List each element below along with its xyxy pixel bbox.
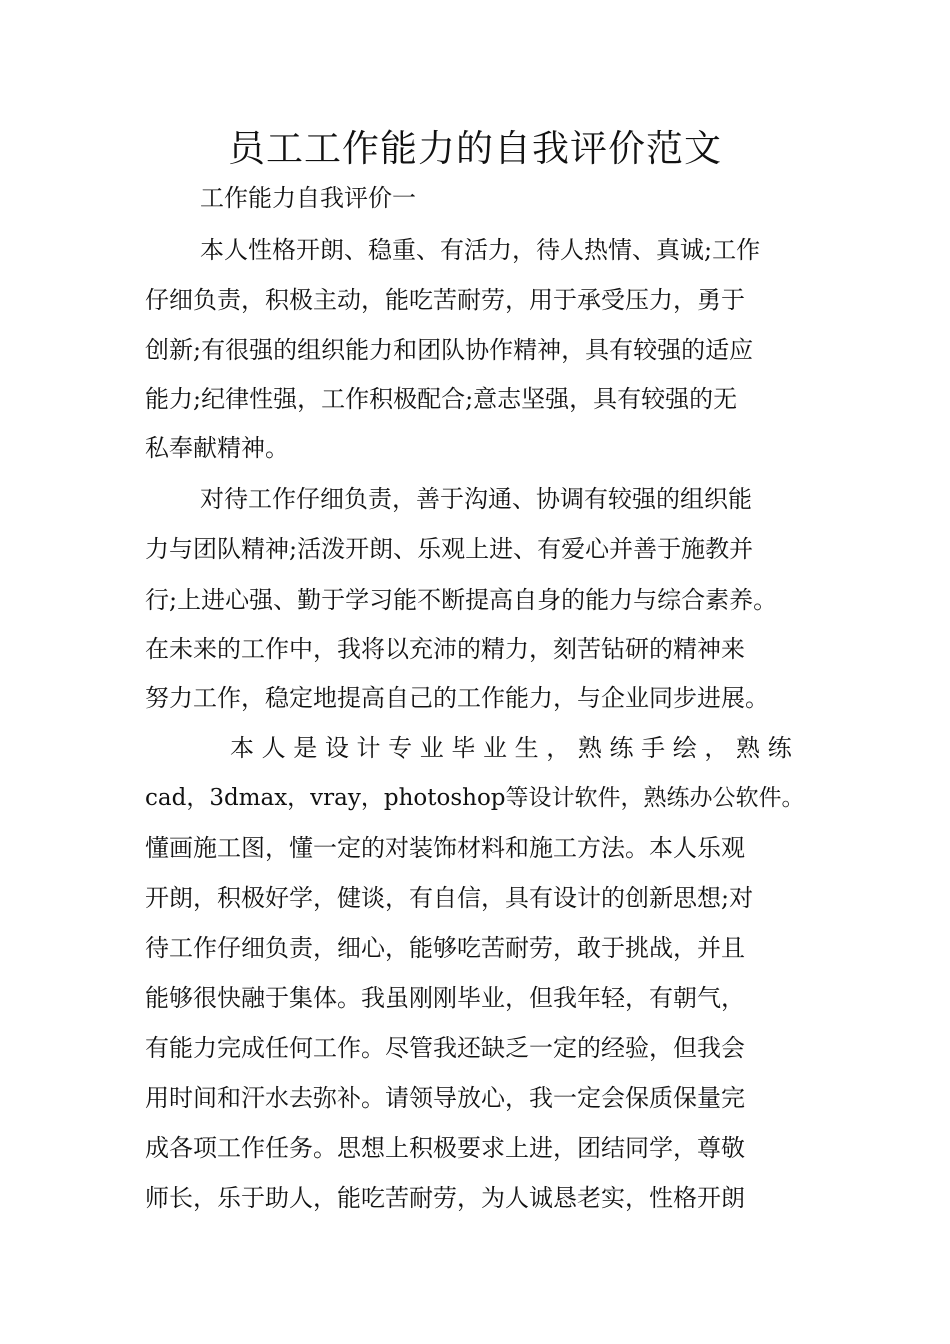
- paragraph-line: 有能力完成任何工作。尽管我还缺乏一定的经验，但我会: [145, 1034, 745, 1062]
- document-title: 员工工作能力的自我评价范文: [228, 127, 722, 170]
- paragraph-line: 私奉献精神。: [145, 434, 289, 462]
- paragraph-line: 懂画施工图，懂一定的对装饰材料和施工方法。本人乐观: [145, 834, 745, 862]
- paragraph-line: 仔细负责，积极主动，能吃苦耐劳，用于承受压力，勇于: [145, 286, 745, 314]
- paragraph-line: 开朗，积极好学，健谈，有自信，具有设计的创新思想;对: [145, 884, 754, 912]
- paragraph-line: 本 人 是 设 计 专 业 毕 业 生 ， 熟 练 手 绘 ， 熟 练: [230, 734, 792, 762]
- paragraph-line: 用时间和汗水去弥补。请领导放心，我一定会保质保量完: [145, 1084, 745, 1112]
- paragraph-line: 师长，乐于助人，能吃苦耐劳，为人诚恳老实，性格开朗: [145, 1184, 745, 1212]
- paragraph-line: 努力工作，稳定地提高自己的工作能力，与企业同步进展。: [145, 684, 769, 712]
- paragraph-line: 待工作仔细负责，细心，能够吃苦耐劳，敢于挑战，并且: [145, 934, 745, 962]
- paragraph-line: 能力;纪律性强，工作积极配合;意志坚强，具有较强的无: [145, 385, 738, 413]
- paragraph-line: 能够很快融于集体。我虽刚刚毕业，但我年轻，有朝气，: [145, 984, 745, 1012]
- paragraph-line: 行;上进心强、勤于学习能不断提高自身的能力与综合素养。: [145, 586, 778, 614]
- section-subtitle: 工作能力自我评价一: [200, 184, 416, 212]
- paragraph-line: 力与团队精神;活泼开朗、乐观上进、有爱心并善于施教并: [145, 535, 754, 563]
- paragraph-line: cad，3dmax，vray，photoshop等设计软件，熟练办公软件。: [145, 785, 805, 811]
- paragraph-line: 成各项工作任务。思想上积极要求上进，团结同学，尊敬: [145, 1134, 745, 1162]
- paragraph-line: 对待工作仔细负责，善于沟通、协调有较强的组织能: [200, 485, 752, 513]
- paragraph-line: 本人性格开朗、稳重、有活力，待人热情、真诚;工作: [200, 236, 761, 264]
- paragraph-line: 创新;有很强的组织能力和团队协作精神，具有较强的适应: [145, 336, 754, 364]
- paragraph-line: 在未来的工作中，我将以充沛的精力，刻苦钻研的精神来: [145, 635, 745, 663]
